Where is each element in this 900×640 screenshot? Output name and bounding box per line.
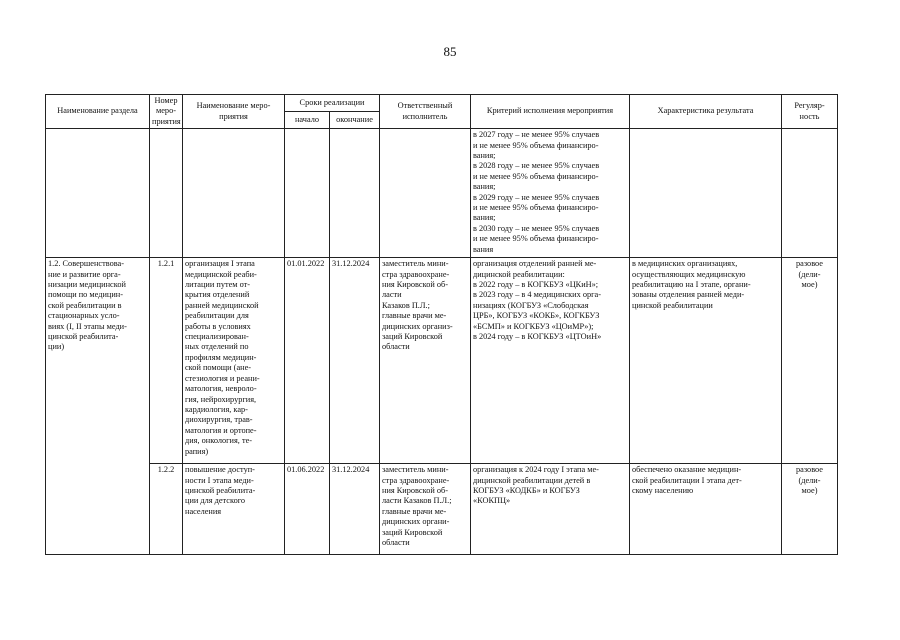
text-line: «КОКПЦ» [473,496,511,506]
text-line: кардиология, кар- [185,404,248,414]
table-row-1-2-1 [46,258,838,464]
cell-regularity [782,464,838,555]
text-line: разовое [795,465,823,475]
cell-executor [380,464,471,555]
measures-table [45,94,838,555]
text-line: рапия) [185,446,209,456]
text-line: ния Кировской об- [382,280,448,290]
text-line: главные врачи ме- [382,311,447,321]
header-executor [380,95,471,129]
text-line: ния Кировской об- [382,486,448,496]
text-line: Ответственный [397,101,453,111]
text-line: вания; [473,151,496,161]
text-line: (дели- [798,475,821,485]
text-line: специализирован- [185,332,249,342]
text-line: Характеристика результата [657,106,754,116]
text-line: «БСМП» и КОГКБУЗ «ЦОиМР»); [473,321,594,331]
cell-regularity-empty [782,129,838,258]
cell-end-empty [330,129,380,258]
text-line: Наименование раздела [57,106,138,116]
text-line: вания; [473,182,496,192]
text-line: ности I этапа меди- [185,475,254,485]
text-line: и не менее 95% объема финансиро- [473,140,599,150]
text-line: цинской реабилита- [48,332,119,342]
text-line: низации медицинской [48,280,126,290]
text-line: цинской реабилита- [185,486,256,496]
cell-criterion [471,129,630,258]
text-line: ции для детского [185,496,246,506]
text-line: литации путем от- [185,280,251,290]
cell-measure-name [183,464,285,555]
text-line: реабилитацию на I этапе, органи- [632,280,751,290]
cell-end-date: 31.12.2024 [330,464,380,555]
text-line: повышение доступ- [185,465,255,475]
text-line: главные врачи ме- [382,506,447,516]
text-line: в 2023 году – в 4 медицинских орга- [473,290,601,300]
text-line: реабилитации для [185,311,249,321]
text-line: работы в условиях [185,321,251,331]
cell-number-empty [150,129,183,258]
cell-executor [380,258,471,464]
text-line: профилям медицин- [185,352,257,362]
cell-measure-name [183,258,285,464]
text-line: стационарных усло- [48,311,120,321]
header-start: начало [285,112,330,129]
cell-result [630,464,782,555]
text-line: ных отделений по [185,342,249,352]
text-line: помощи по медицин- [48,290,123,300]
text-line: ранней медицинской [185,300,259,310]
text-line: и не менее 95% объема финансиро- [473,234,599,244]
text-line: приятия [152,116,181,126]
text-line: Регуляр- [794,101,825,111]
text-line: (дели- [798,269,821,279]
text-line: населения [185,506,222,516]
cell-executor-empty [380,129,471,258]
text-line: КОГБУЗ «КОДКБ» и КОГБУЗ [473,486,580,496]
text-line: заместитель мини- [382,259,449,269]
text-line: области [382,342,410,352]
cell-result-empty [630,129,782,258]
text-line: мое) [801,280,818,290]
text-line: вания [473,244,494,254]
text-line: ЦРБ», КОГБУЗ «КОКБ», КОГКБУЗ [473,311,600,321]
header-measure-number [150,95,183,129]
text-line: матология и ортопе- [185,425,257,435]
header-row-1 [46,95,838,112]
text-line: матология, невроло- [185,384,257,394]
text-line: осуществляющих медицинскую [632,269,746,279]
text-line: в 2030 году – не менее 95% случаев [473,223,600,233]
text-line: дицинских органи- [382,517,450,527]
text-line: заций Кировской [382,527,443,537]
text-line: Казаков П.Л.; [382,300,430,310]
text-line: Критерий исполнения мероприятия [486,106,614,116]
text-line: в 2028 году – не менее 95% случаев [473,161,600,171]
text-line: дия, онкология, те- [185,436,253,446]
text-line: ласти Казаков П.Л.; [382,496,452,506]
header-measure-name [183,95,285,129]
text-line: Номер [154,96,178,105]
text-line: в медицинских организациях, [632,259,738,269]
text-line: стра здравоохране- [382,269,450,279]
text-line: ской реабилитации в [48,300,122,310]
cell-measure-number: 1.2.2 [150,464,183,555]
text-line: заместитель мини- [382,465,449,475]
header-criterion [471,95,630,129]
text-line: в 2022 году – в КОГКБУЗ «ЦКиН»; [473,280,599,290]
text-line: зованы отделения ранней меди- [632,290,745,300]
text-line: вания; [473,213,496,223]
text-line: цинской реабилитации [632,300,713,310]
text-line: в 2027 году – не менее 95% случаев [473,130,600,140]
text-line: Наименование меро- [196,101,271,111]
text-line: обеспечено оказание медицин- [632,465,742,475]
cell-name-empty [183,129,285,258]
cell-start-date: 01.06.2022 [285,464,330,555]
text-line: в 2024 году – в КОГКБУЗ «ЦТОиН» [473,332,602,342]
header-result [630,95,782,129]
text-line: области [382,538,410,548]
text-line: ласти [382,290,402,300]
cell-regularity [782,258,838,464]
text-line: диохирургия, трав- [185,415,253,425]
text-line: организация к 2024 году I этапа ме- [473,465,599,475]
text-line: организация I этапа [185,259,255,269]
text-line: стра здравоохране- [382,475,450,485]
page-number: 85 [443,44,457,59]
text-line: в 2029 году – не менее 95% случаев [473,192,600,202]
cell-measure-number: 1.2.1 [150,258,183,464]
text-line: и не менее 95% объема финансиро- [473,203,599,213]
text-line: дицинских организ- [382,321,453,331]
text-line: заций Кировской [382,332,443,342]
text-line: виях (I, II этапы меди- [48,321,127,331]
cell-end-date: 31.12.2024 [330,258,380,464]
text-line: меро- [156,106,176,116]
text-line: ской реабилитации I этапа дет- [632,475,742,485]
table-row-1-2-2 [46,464,838,555]
header-regularity [782,95,838,129]
text-line: ской помощи (ане- [185,363,252,373]
cell-section-name [46,258,150,555]
cell-criterion [471,464,630,555]
text-line: ность [799,111,820,121]
cell-result [630,258,782,464]
text-line: исполнитель [402,111,448,121]
text-line: дицинской реабилитации детей в [473,475,591,485]
cell-section-empty [46,129,150,258]
text-line: и не менее 95% объема финансиро- [473,171,599,181]
text-line: 1.2. Совершенствова- [48,259,124,269]
text-line: медицинской реаби- [185,269,257,279]
text-line: разовое [795,259,823,269]
text-line: стезиология и реани- [185,373,260,383]
text-line: дицинской реабилитации: [473,269,565,279]
header-end: окончание [330,112,380,129]
text-line: организация отделений ранней ме- [473,259,597,269]
text-line: мое) [801,486,818,496]
header-section-name [46,95,150,129]
cell-start-empty [285,129,330,258]
text-line: приятия [219,111,248,121]
text-line: низациях (КОГБУЗ «Слободская [473,300,589,310]
cell-criterion [471,258,630,464]
text-line: ние и развитие орга- [48,269,121,279]
text-line: скому населению [632,486,694,496]
text-line: крытия отделений [185,290,250,300]
cell-start-date: 01.01.2022 [285,258,330,464]
header-terms: Сроки реализации [285,95,380,112]
table-row-continuation [46,129,838,258]
text-line: гия, нейрохирургия, [185,394,257,404]
text-line: ции) [48,342,65,352]
